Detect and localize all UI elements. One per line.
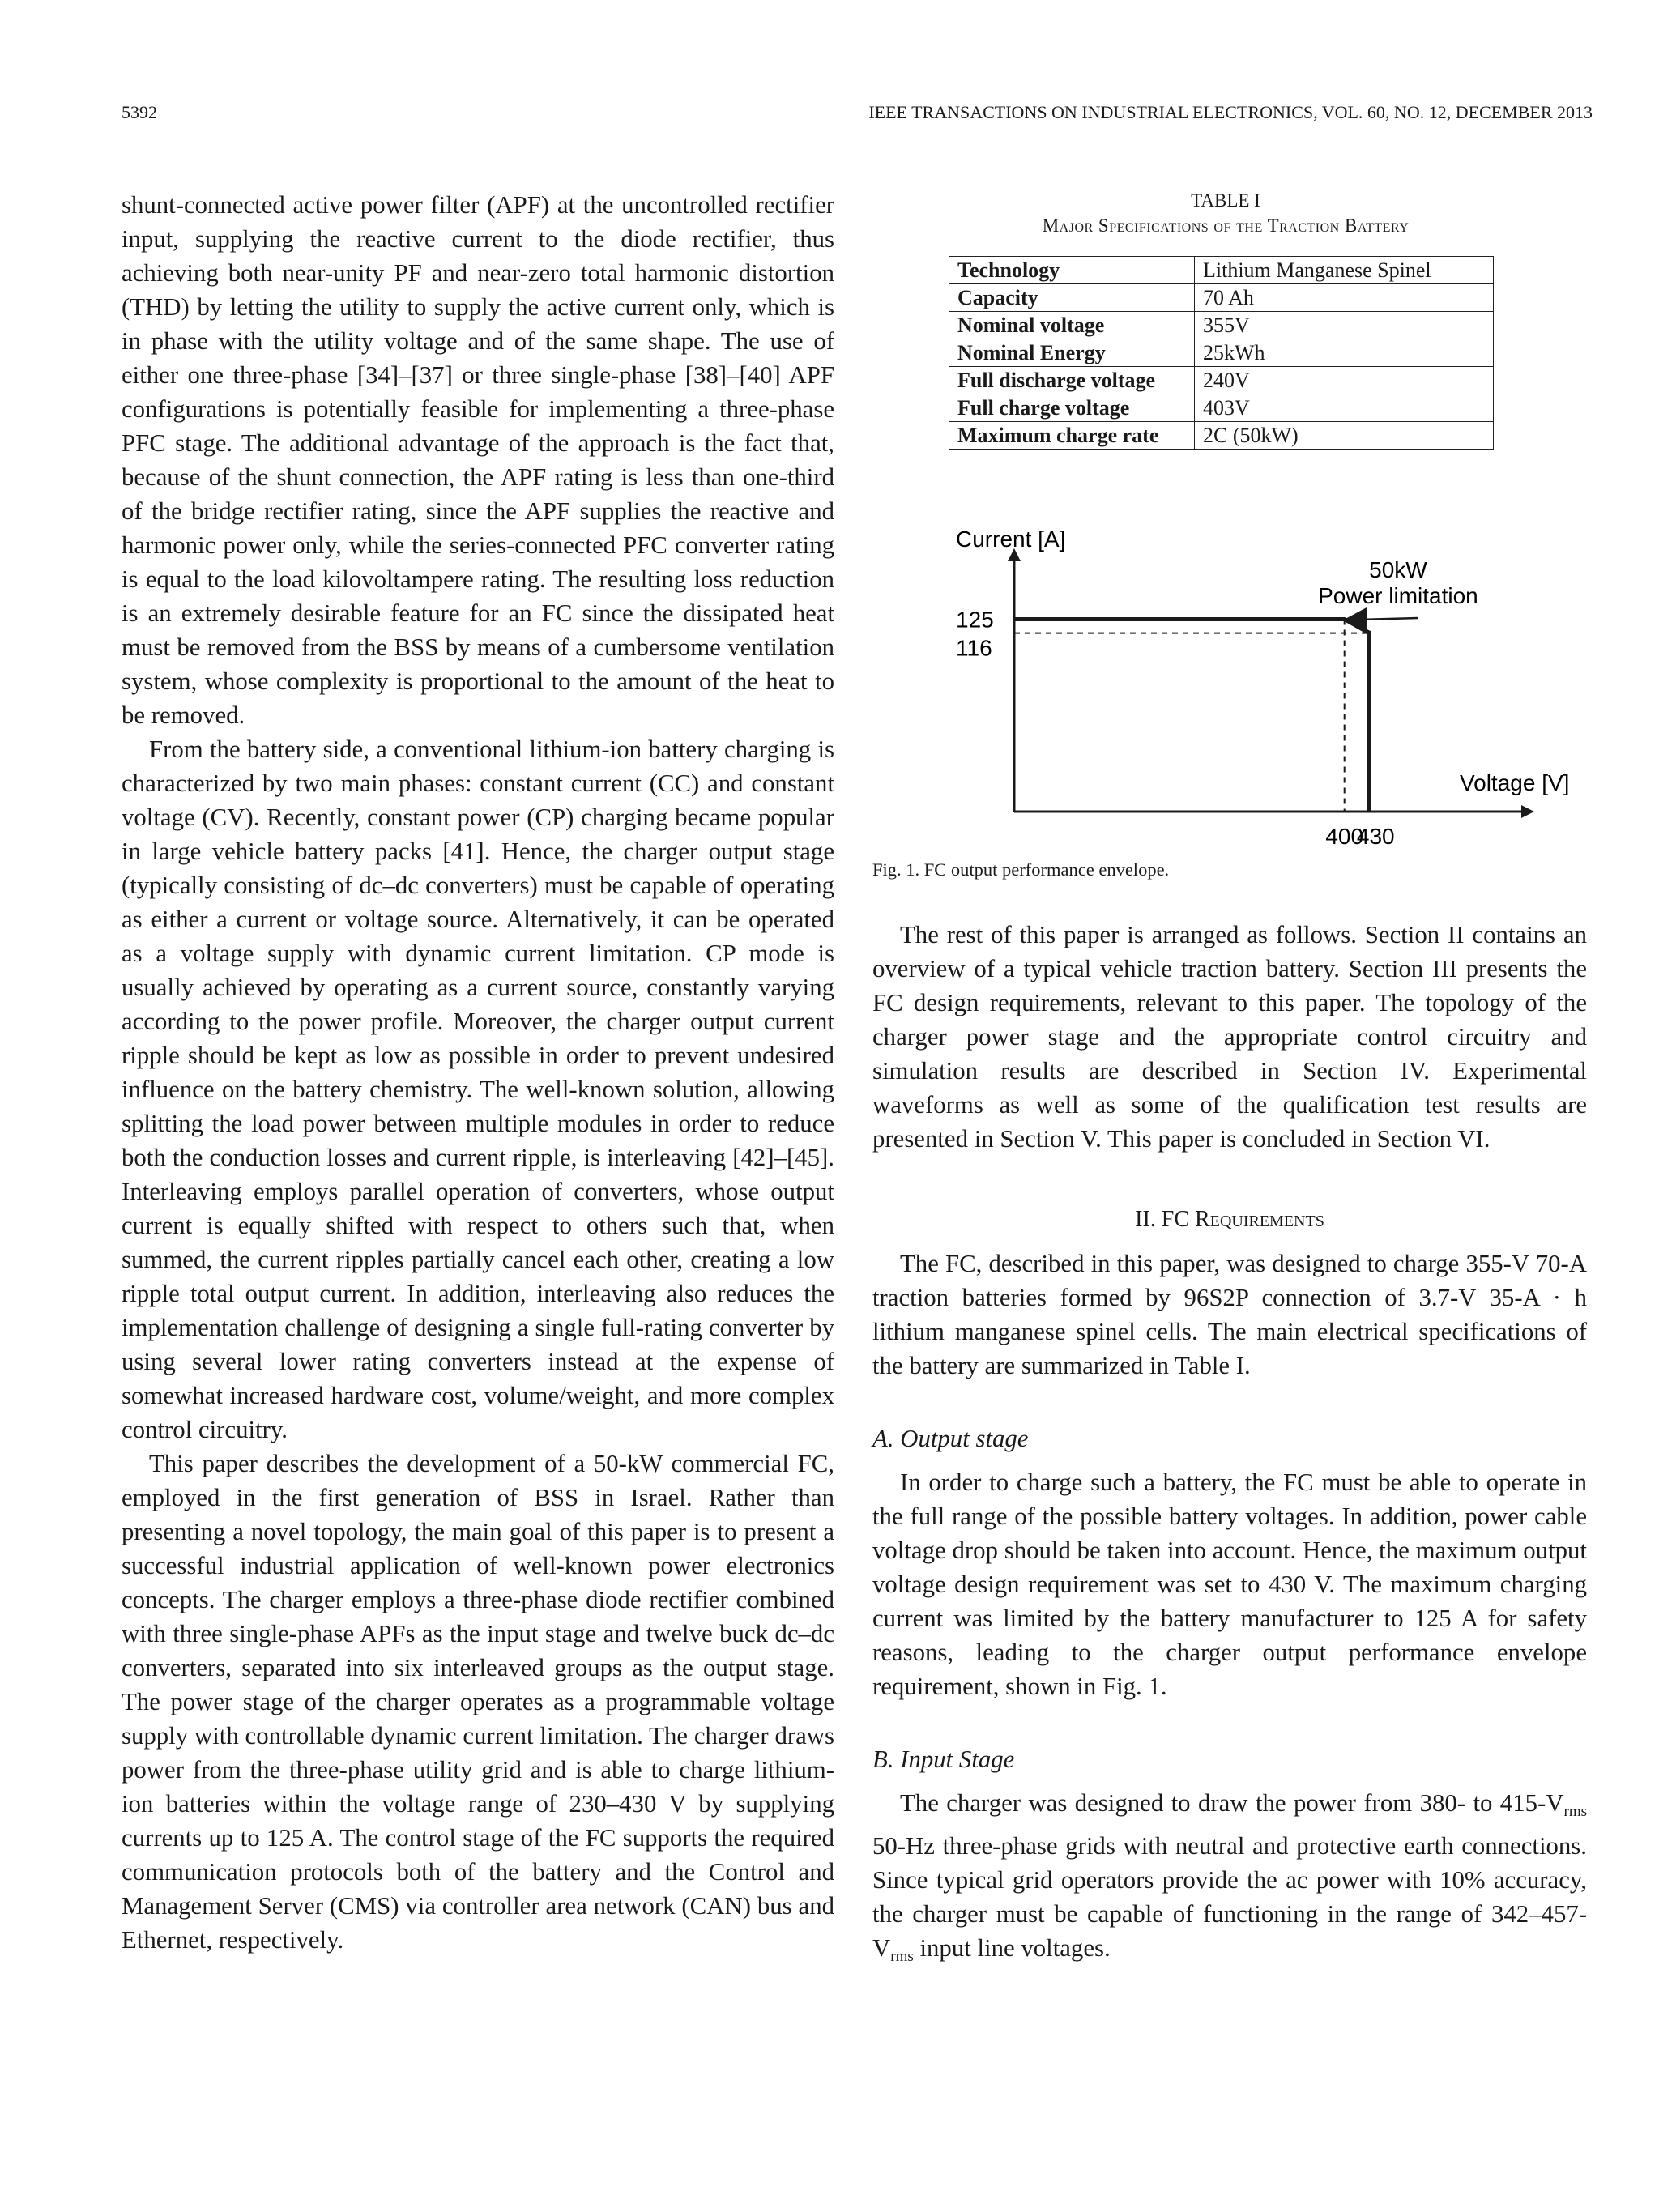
spec-value: 25kWh	[1195, 339, 1494, 367]
journal-header: IEEE TRANSACTIONS ON INDUSTRIAL ELECTRONICS, VOL. 60, NO. 12, DECEMBER 2013	[868, 102, 1593, 122]
paragraph-paper-description: This paper describes the development of a 50-kW commercial FC, employed in the first generation of BSS in Israel. Rather than presenting a novel topology, the main goal of this paper is to present a successful industrial application of well-known power electronics concepts. The charger employs a three-phase diode rectifier combined with three single-phase APFs as the input stage and twelve buck dc–dc converters, separated into six interleaved groups as the output stage. The power stage of the charger operates as a programmable voltage supply with controllable dynamic current limitation. The charger draws power from the three-phase utility grid and is able to charge lithium-ion batteries within the voltage range of 230–430 V by supplying currents up to 125 A. The control stage of the FC supports the required communication protocols both of the battery and the Control and Management Server (CMS) via controller area network (CAN) bus and Ethernet, respectively.	[122, 1450, 834, 1954]
figure-caption: Fig. 1. FC output performance envelope.	[872, 859, 1170, 880]
table-row	[949, 284, 1494, 312]
table-row	[949, 312, 1494, 339]
left-column	[122, 188, 834, 1957]
spec-value: 403V	[1195, 394, 1494, 422]
fc-envelope-chart	[872, 484, 1585, 864]
annotation-pointer	[1355, 618, 1418, 620]
battery-spec-table	[949, 256, 1494, 450]
spec-value: 240V	[1195, 367, 1494, 394]
paragraph-output-stage: In order to charge such a battery, the FC must be able to operate in the full range of the possible battery voltages. In addition, power cable voltage drop should be taken into account. Hence, the maximum output voltage design requirement was set to 430 V. The maximum charging current was limited by the battery manufacturer to 125 A for safety reasons, leading to the charger output performance envelope requirement, shown in Fig. 1.	[872, 1468, 1587, 1700]
input-text-part2: 50-Hz three-phase grids with neutral and protective earth connections. Since typical grid operators provide the ac power with 10% accuracy, the charger must be capable of functioning in the range of 342–457-V	[872, 1832, 1587, 1962]
spec-value: 2C (50kW)	[1195, 422, 1494, 450]
spec-key: Maximum charge rate	[949, 422, 1195, 450]
page-number: 5392	[122, 102, 157, 122]
annotation-power: 50kW	[1369, 557, 1427, 582]
paragraph-paper-outline: The rest of this paper is arranged as follows. Section II contains an overview of a typical vehicle traction battery. Section III presents the FC design requirements, relevant to this paper. The topology of the charger power stage and the appropriate control circuitry and simulation results are described in Section IV. Experimental waveforms as well as some of the qualification test results are presented in Section V. This paper is concluded in Section VI.	[872, 921, 1587, 1153]
envelope-series-line	[1014, 620, 1369, 812]
subsection-heading-input: B. Input Stage	[872, 1745, 1015, 1773]
spec-value: 70 Ah	[1195, 284, 1494, 312]
y-tick-label-125: 125	[956, 607, 994, 633]
table-row	[949, 422, 1494, 450]
input-text-part3: input line voltages.	[913, 1934, 1111, 1962]
table-label: TABLE I	[1191, 190, 1260, 211]
y-tick-label-116: 116	[956, 635, 992, 661]
paragraph-fc-requirements: The FC, described in this paper, was designed to charge 355-V 70-A traction batteries formed by 96S2P connection of 3.7-V 35-A · h lithium manganese spinel cells. The main electrical specifications of the battery are summarized in Table I.	[872, 1250, 1587, 1379]
section-heading-text: II. FC Requirements	[1135, 1207, 1324, 1232]
paragraph-input-stage	[872, 1786, 1587, 1974]
subsection-heading-output: A. Output stage	[872, 1425, 1029, 1452]
paragraph-battery-side: From the battery side, a conventional lithium-ion battery charging is characterized by two main phases: constant current (CC) and constant voltage (CV). Recently, constant power (CP) charging became popular in large vehicle battery packs [41]. Hence, the charger output stage (typically consisting of dc–dc converters) must be capable of operating as either a current or voltage source. Alternatively, it can be operated as a voltage supply with dynamic current limitation. CP mode is usually achieved by operating as a current source, constantly varying according to the power profile. Moreover, the charger output current ripple should be kept as low as possible in order to prevent undesired influence on the battery chemistry. The well-known solution, allowing splitting the load power between multiple modules in order to reduce both the conduction losses and current ripple, is interleaving [42]–[45]. Interleaving employs parallel operation of converters, whose output current is equally shifted with respect to others such that, when summed, the current ripples partially cancel each other, creating a low ripple total output current. In addition, interleaving also reduces the implementation challenge of designing a single full-rating converter by using several lower rating converters instead at the expense of somewhat increased hardware cost, volume/weight, and more complex control circuitry.	[122, 735, 834, 1443]
x-axis-arrow-icon	[1521, 805, 1534, 818]
section-heading	[872, 1203, 1587, 1237]
spec-key: Full discharge voltage	[949, 367, 1195, 394]
x-tick-label-430: 430	[1356, 824, 1395, 849]
rms-subscript: rms	[890, 1948, 914, 1965]
spec-key: Nominal voltage	[949, 312, 1195, 339]
x-axis-label: Voltage [V]	[1460, 770, 1570, 795]
table-row	[949, 394, 1494, 422]
spec-value: 355V	[1195, 312, 1494, 339]
y-axis-label: Current [A]	[956, 526, 1066, 552]
annotation-limitation: Power limitation	[1318, 583, 1478, 608]
rms-subscript: rms	[1563, 1803, 1587, 1820]
spec-value: Lithium Manganese Spinel	[1195, 257, 1494, 284]
table-title: Major Specifications of the Traction Battery	[1042, 215, 1410, 236]
spec-key: Technology	[949, 257, 1195, 284]
table-row	[949, 257, 1494, 284]
spec-key: Capacity	[949, 284, 1195, 312]
right-column	[872, 188, 1587, 1974]
spec-key: Full charge voltage	[949, 394, 1195, 422]
spec-key: Nominal Energy	[949, 339, 1195, 367]
input-text-part1: The charger was designed to draw the power from 380- to 415-V	[900, 1789, 1564, 1817]
x-tick-label-400: 400	[1325, 824, 1364, 849]
table-row	[949, 339, 1494, 367]
table-caption	[864, 188, 1587, 238]
table-row	[949, 367, 1494, 394]
paragraph-apf: shunt-connected active power filter (APF) at the uncontrolled rectifier input, supplying the reactive current to the diode rectifier, thus achieving both near-unity PF and near-zero total harmonic distortion (THD) by letting the utility to supply the active current only, which is in phase with the utility voltage and of the same shape. The use of either one three-phase [34]–[37] or three single-phase [38]–[40] APF configurations is potentially feasible for implementing a three-phase PFC stage. The additional advantage of the approach is the fact that, because of the shunt connection, the APF rating is less than one-third of the bridge rectifier rating, since the APF supplies the reactive and harmonic power only, while the series-connected PFC converter rating is equal to the load kilovoltampere rating. The resulting loss reduction is an extremely desirable feature for an FC since the dissipated heat must be removed from the BSS by means of a cumbersome ventilation system, whose complexity is proportional to the amount of the heat to be removed.	[122, 191, 834, 729]
